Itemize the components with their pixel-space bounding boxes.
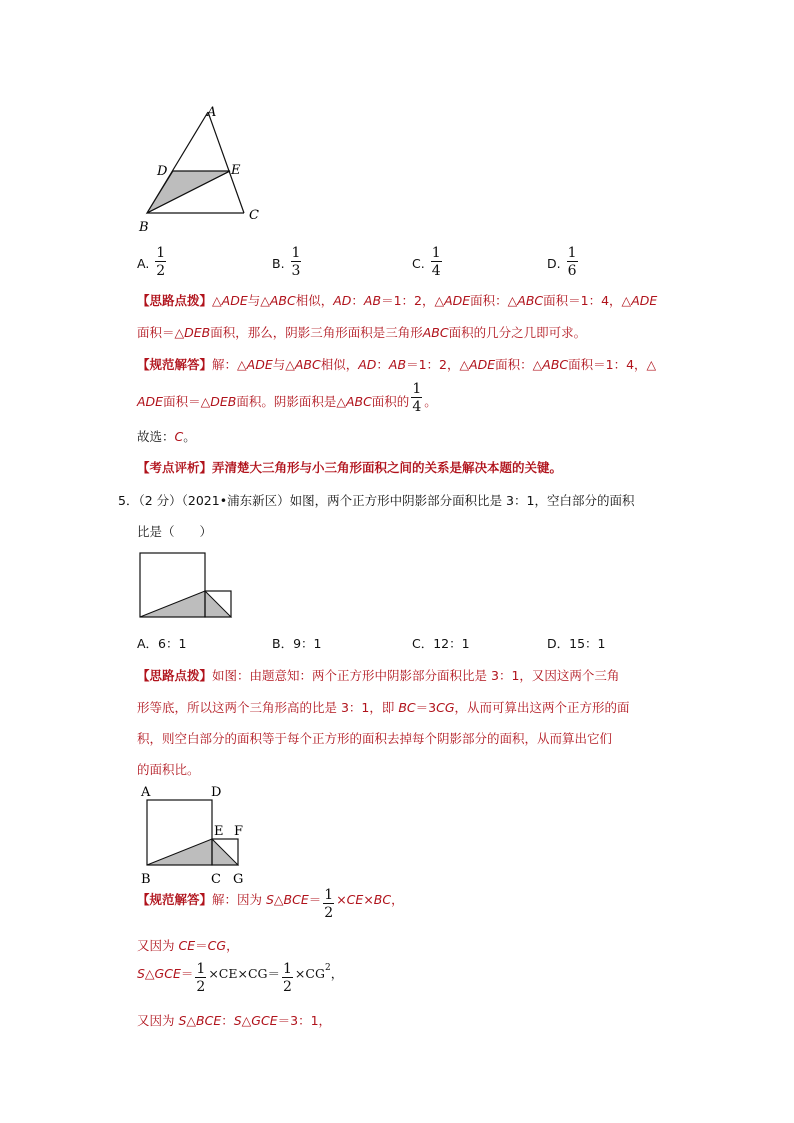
q5-answer-line2: 又因为 CE＝CG， <box>137 938 239 953</box>
label-D: D <box>211 785 222 800</box>
label-A: A <box>207 105 217 120</box>
q4-hint-line1: 【思路点拨】△ADE与△ABC相似，AD：AB＝1：2，△ADE面积：△ABC面积＝1：4，△ADE <box>137 293 658 308</box>
q4-review: 【考点评析】弄清楚大三角形与小三角形面积之间的关系是解决本题的关键。 <box>137 460 563 475</box>
labeled-squares-figure <box>137 783 257 887</box>
q5-hint-line4: 的面积比。 <box>137 762 200 777</box>
q4-choose: 故选：C。 <box>137 429 196 444</box>
label-C: C <box>211 872 221 887</box>
option-label: C. <box>412 255 425 271</box>
q5-hint-line3: 积，则空白部分的面积等于每个正方形的面积去掉每个阴影部分的面积，从而算出它们 <box>137 731 613 746</box>
two-squares-figure <box>138 551 236 621</box>
triangle-figure <box>135 100 265 235</box>
fraction: $\frac{1}{6}$ <box>567 245 577 279</box>
q4-answer-line1: 【规范解答】解：△ADE与△ABC相似，AD：AB＝1：2，△ADE面积：△ABC面积＝1：4，△ <box>137 357 657 372</box>
q5-option-d[interactable]: D．15：1 <box>547 636 606 651</box>
q5-answer-line3: S△GCE＝ $\frac{1}{2}$ ×CE×CG＝ $\frac{1}{2}$ $\times CG^2$， <box>137 961 344 995</box>
label-C: C <box>249 208 259 223</box>
shaded-triangle-BCE <box>147 839 212 865</box>
q5-answer-line1: 【规范解答】解：因为 S△BCE＝ $\frac{1}{2}$ ×CE×BC， <box>137 887 404 921</box>
label-E: E <box>214 824 224 839</box>
q4-option-b[interactable] <box>272 246 303 278</box>
shaded-triangle-large <box>140 591 205 617</box>
option-label: D. <box>547 255 561 271</box>
fraction: $\frac{1}{2}$ <box>324 887 334 921</box>
fraction: $\frac{1}{2}$ <box>196 961 206 995</box>
q5-hint-line2: 形等底，所以这两个三角形高的比是 3：1，即 BC＝3CG，从而可算出这两个正方形的面 <box>137 700 630 715</box>
label-B: B <box>141 872 151 887</box>
q4-answer-line2: ADE面积＝△DEB面积。阴影面积是△ABC面积的 $\frac{1}{4}$ 。 <box>137 381 437 415</box>
answer-tag: 【规范解答】 <box>137 357 213 372</box>
fraction: $\frac{1}{3}$ <box>291 245 301 279</box>
hint-tag: 【思路点拨】 <box>137 293 213 308</box>
hint-tag: 【思路点拨】 <box>137 668 213 683</box>
q5-question-line1: 5．（2 分）（2021•浦东新区）如图，两个正方形中阴影部分面积比是 3：1，空白部分的面积 <box>118 493 635 508</box>
fraction: $\frac{1}{4}$ <box>431 245 441 279</box>
q4-hint-line2: 面积＝△DEB面积，那么，阴影三角形面积是三角形ABC面积的几分之几即可求。 <box>137 325 587 340</box>
fraction: $\frac{1}{2}$ <box>156 245 166 279</box>
q5-answer-line4: 又因为 S△BCE：S△GCE＝3：1， <box>137 1013 332 1028</box>
label-G: G <box>233 872 244 887</box>
q5-option-a[interactable]: A．6：1 <box>137 636 187 651</box>
option-label: A. <box>137 255 150 271</box>
option-label: B. <box>272 255 285 271</box>
q5-question-line2: 比是（ ） <box>137 524 213 539</box>
q5-hint-line1: 【思路点拨】如图：由题意知：两个正方形中阴影部分面积比是 3：1，又因这两个三角 <box>137 668 620 683</box>
answer-tag: 【规范解答】 <box>137 891 213 907</box>
label-B: B <box>139 220 149 235</box>
label-A: A <box>141 785 151 800</box>
q4-option-a[interactable] <box>137 246 168 278</box>
shaded-triangle-GCE <box>212 839 238 865</box>
fraction: $\frac{1}{4}$ <box>412 381 422 415</box>
shaded-triangle-small <box>205 591 231 617</box>
label-F: F <box>234 824 244 839</box>
q5-option-b[interactable]: B．9：1 <box>272 636 322 651</box>
label-D: D <box>157 164 168 179</box>
q4-option-c[interactable] <box>412 246 444 278</box>
label-E: E <box>231 163 241 178</box>
q5-option-c[interactable]: C．12：1 <box>412 636 470 651</box>
review-tag: 【考点评析】 <box>137 460 213 475</box>
fraction: $\frac{1}{2}$ <box>283 961 292 995</box>
q4-option-d[interactable] <box>547 246 580 278</box>
